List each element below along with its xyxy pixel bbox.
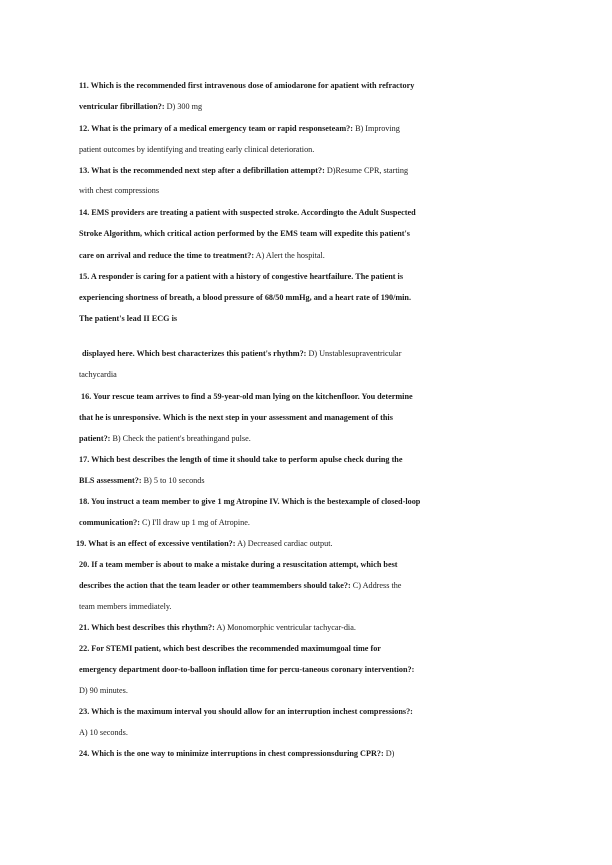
text-line: 12. What is the primary of a medical emergency team or rapid responseteam?: B) Improving <box>79 124 400 133</box>
text-line: 23. Which is the maximum interval you should allow for an interruption inchest compressions?: <box>79 707 413 716</box>
text-line: patient?: B) Check the patient's breathingand pulse. <box>79 434 251 443</box>
text-line: 16. Your rescue team arrives to find a 59-year-old man lying on the kitchenfloor. You determine <box>81 392 413 401</box>
text-line: 13. What is the recommended next step after a defibrillation attempt?: D)Resume CPR, starting <box>79 166 409 175</box>
text-line: 21. Which best describes this rhythm?: A) Monomorphic ventricular tachycar-dia. <box>79 623 356 632</box>
text-line: 15. A responder is caring for a patient with a history of congestive heartfailure. The patient is <box>79 272 404 281</box>
text-line: ventricular fibrillation?: D) 300 mg <box>79 102 203 111</box>
text-line: 19. What is an effect of excessive ventilation?: A) Decreased cardiac output. <box>76 539 333 548</box>
text-line: D) 90 minutes. <box>79 686 128 695</box>
text-line: tachycardia <box>79 370 117 379</box>
text-line: that he is unresponsive. Which is the next step in your assessment and management of this <box>79 413 393 422</box>
text-line: Stroke Algorithm, which critical action performed by the EMS team will expedite this patient's <box>79 229 410 238</box>
text-line: 17. Which best describes the length of time it should take to perform apulse check during the <box>79 455 403 464</box>
text-line: team members immediately. <box>79 602 172 611</box>
text-line: 11. Which is the recommended first intravenous dose of amiodarone for apatient with refractory <box>79 81 415 90</box>
text-line: A) 10 seconds. <box>79 728 128 737</box>
text-line: care on arrival and reduce the time to treatment?: A) Alert the hospital. <box>79 251 325 260</box>
text-line: experiencing shortness of breath, a blood pressure of 68/50 mmHg, and a heart rate of 190/min. <box>79 293 412 302</box>
text-line: describes the action that the team leader or other teammembers should take?: C) Address the <box>79 581 402 590</box>
text-line: emergency department door-to-balloon inflation time for percu-taneous coronary intervention?: <box>79 665 415 674</box>
text-line: communication?: C) I'll draw up 1 mg of Atropine. <box>79 518 250 527</box>
text-line: patient outcomes by identifying and treating early clinical deterioration. <box>79 145 315 154</box>
text-line: displayed here. Which best characterizes this patient's rhythm?: D) Unstablesupraventricular <box>82 349 402 358</box>
text-line: The patient's lead II ECG is <box>79 314 178 323</box>
text-line: 22. For STEMI patient, which best describes the recommended maximumgoal time for <box>79 644 381 653</box>
text-line: 18. You instruct a team member to give 1 mg Atropine IV. Which is the bestexample of closed-loop <box>79 497 421 506</box>
text-line: with chest compressions <box>79 186 160 195</box>
text-line: 20. If a team member is about to make a mistake during a resuscitation attempt, which best <box>79 560 398 569</box>
text-line: 14. EMS providers are treating a patient with suspected stroke. Accordingto the Adult Suspected <box>79 208 416 217</box>
text-line: BLS assessment?: B) 5 to 10 seconds <box>79 476 205 485</box>
text-line: 24. Which is the one way to minimize interruptions in chest compressionsduring CPR?: D) <box>79 749 395 758</box>
